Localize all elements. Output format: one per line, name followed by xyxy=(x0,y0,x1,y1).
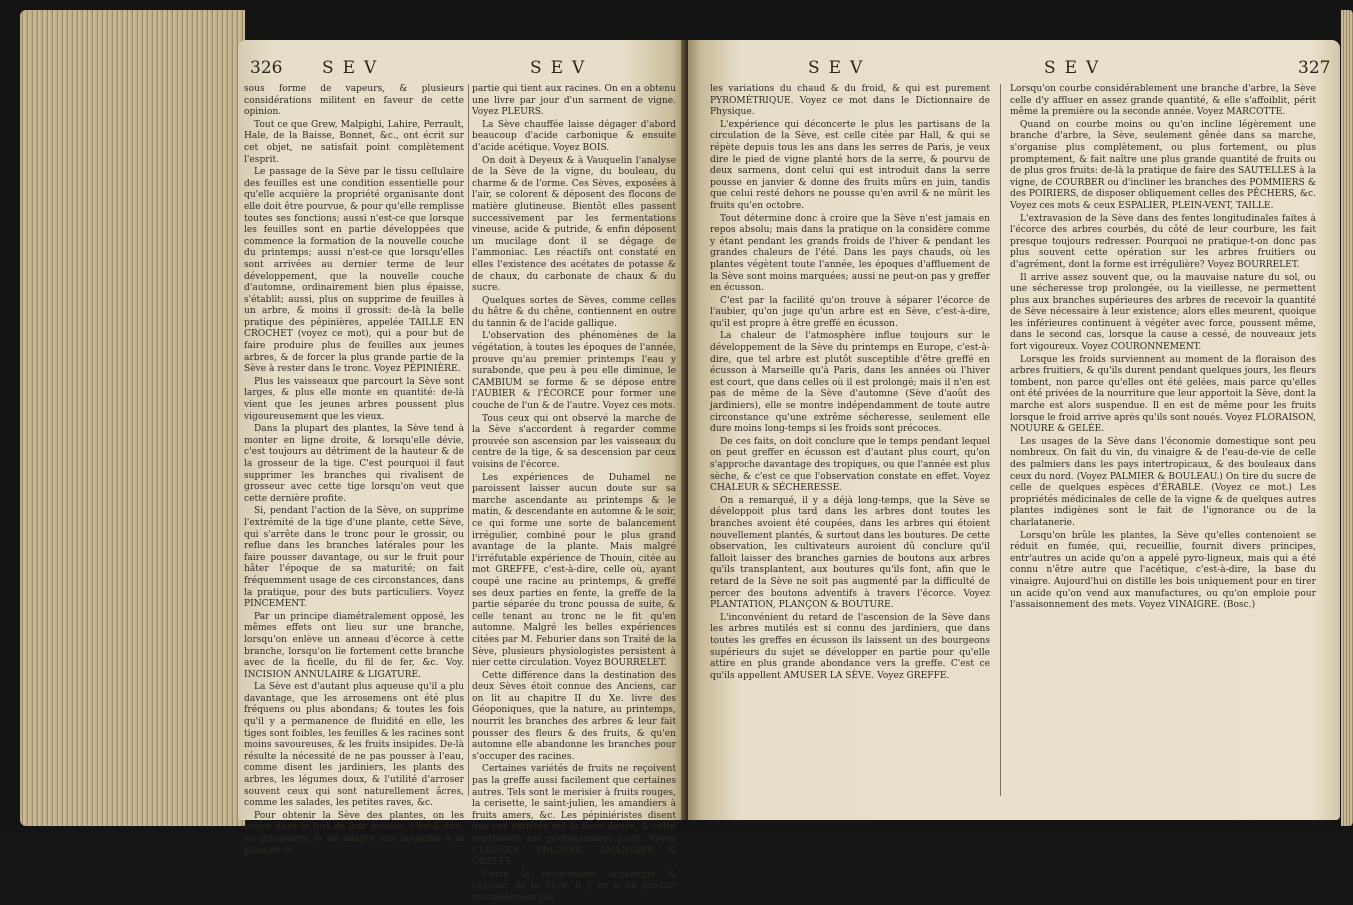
right-page-column-2 xyxy=(1010,84,1316,796)
left-page-column-2 xyxy=(472,84,676,903)
right-page-column-1 xyxy=(710,84,990,796)
column-rule xyxy=(1000,84,1001,796)
right-header-title-1: SEV xyxy=(808,58,872,78)
left-page xyxy=(238,40,686,903)
paragraph: Tout ce que Grew, Malpighi, Lahire, Perrault, Hale, de la Baisse, Bonnet, &c., ont écrit sur cet objet, ne satisfait point complètement l'esprit. xyxy=(244,119,464,165)
paragraph: Les expériences de Duhamel ne paroissent laisser aucun doute sur sa marche ascendante au printemps & le matin, & descendante en automne & le soir, ce qui forme une sorte de balancement irrégulier, combiné pour le plus grand avantage de la plante. Mais malgré l'irréfutable expérience de Thouin, citée au mot GREFFE, c'est-à-dire, celle où, ayant coupé une racine au printemps, & greffé ses deux parties en fente, la greffe de la partie séparée du tronc poussa de suite, & celle tenant au tronc ne le fit qu'en automne. Malgré les belles expériences citées par M. Feburier dans son Traité de la Sève, plusieurs physiologistes persistent à nier cette circulation. Voyez BOURRELET. xyxy=(472,472,676,669)
paragraph: L'inconvénient du retard de l'ascension de la Sève dans les arbres mutilés est si connu des jardiniers, que dans toutes les greffes en écusson ils laissent un des bourgeons supérieurs du sujet se développer en partie pour qu'elle attire en plus grande abondance vers la greffe. C'est ce qu'ils appellent AMUSER LA SÈVE. Voyez GREFFE. xyxy=(710,612,990,681)
paragraph: Certaines variétés de fruits ne reçoivent pas la greffe aussi facilement que certaines autres. Tels sont le merisier à fruits rouges, la cerisette, le saint-julien, les amandiers à fruits amers, &c. Les pépiniéristes disent que ces variétés ont la Sève douce, & cette expression est probablement juste. Voyez CERISIER, PRUNIER, AMANDIER & GREFFE. xyxy=(472,764,676,868)
paragraph: Plus les vaisseaux que parcourt la Sève sont larges, & plus elle monte en quantité: de-là vient que les jeunes arbres poussent plus vigoureusement que les vieux. xyxy=(244,376,464,422)
paragraph: L'observation des phénomènes de la végétation, à toutes les époques de l'année, prouve qu'au premier printemps l'eau y surabonde, que peu à peu elle diminue, le CAMBIUM se forme & se dépose entre l'AUBIER & l'ÉCORCE pour former une couche de l'un & de l'autre. Voyez ces mots. xyxy=(472,331,676,412)
paragraph: les variations du chaud & du froid, & qui est purement PYROMÉTRIQUE. Voyez ce mot dans le Dictionnaire de Physique. xyxy=(710,84,990,118)
paragraph: La chaleur de l'atmosphère influe toujours sur le développement de la Sève du printemps en Europe, c'est-à-dire, que tel arbre est plutôt susceptible d'être greffé en écusson à Marseille qu'à Paris, dans les années où l'hiver est court, que dans celles où il est prolongé; mais il n'en est pas de même de la Sève d'automne (Sève d'août des jardiniers), elle se montre indépendamment de toute autre circonstance qu'une extrême sécheresse, seulement elle dure moins long-temps si les froids sont précoces. xyxy=(710,331,990,435)
column-rule xyxy=(468,84,469,796)
paragraph: Le passage de la Sève par le tissu cellulaire des feuilles est une condition essentielle pour qu'elle acquière la propriété organisante dont elle doit être pourvue, & pour qu'elle remplisse toutes ses fonctions; aussi n'est-ce que lorsque les feuilles sont en partie développées que commence la formation de la nouvelle couche du printemps; aussi n'est-ce que lorsqu'elles sont arrivées au dernier terme de leur développement, que la nouvelle couche d'automne, ordinairement bien plus épaisse, s'établit; aussi, plus on supprime de feuilles à un arbre, & moins il grossit: de-là la belle pratique des pépinières, appelée TAILLE EN CROCHET (voyez ce mot), qui a pour but de faire produire plus de feuilles aux jeunes arbres, & de forcer la plus grande partie de la Sève à rester dans le tronc. Voyez PÉPINIÈRE. xyxy=(244,167,464,375)
paragraph: On a remarqué, il y a déjà long-temps, que la Sève se développoit plus tard dans les arbres dont toutes les branches avoient été coupées, dans les arbres qui étoient nouvellement plantés, & surtout dans les boutures. De cette observation, les cultivateurs auroient dû conclure qu'il falloit laisser des branches garnies de boutons aux arbres qu'ils transplantent, aux boutures qu'ils font, afin que le retard de la Sève ne soit pas augmenté par la difficulté de percer des boutons adventifs à travers l'écorce. Voyez PLANTATION, PLANÇON & BOUTURE. xyxy=(710,495,990,611)
paragraph: partie qui tient aux racines. On en a obtenu une livre par jour d'un sarment de vigne. Voyez PLEURS. xyxy=(472,84,676,118)
paragraph: Lorsqu'on brûle les plantes, la Sève qu'elles contenoient se réduit en fumée, qui, recueillie, fournit divers principes, entr'autres un acide qu'on a appelé pyro-ligneux, mais qui a été connu n'être autre que l'acétique, c'est-à-dire, la base du vinaigre. Aujourd'hui on distille les bois uniquement pour en tirer un acide qu'on vend aux manufactures, ou qu'on emploie pour l'assaisonnement des mets. Voyez VINAIGRE. (Bosc.) xyxy=(1010,530,1316,611)
left-page-number: 326 xyxy=(250,58,283,78)
paragraph: sous forme de vapeurs, & plusieurs considérations militent en faveur de cette opinion. xyxy=(244,84,464,118)
page-edges-left xyxy=(20,10,245,826)
left-header-title-1: SEV xyxy=(322,58,386,78)
paragraph: La Sève chauffée laisse dégager d'abord beaucoup d'acide carbonique & ensuite d'acide acétique. Voyez BOIS. xyxy=(472,119,676,153)
paragraph: Outre le mouvement organique & régulier de la Sève, il y en a un produit journellement par xyxy=(472,869,676,903)
paragraph: Cette différence dans la destination des deux Sèves étoit connue des Anciens, car on lit au chapitre II du Xe. livre des Géoponiques, que la nature, au printemps, nourrit les branches des arbres & leur fait pousser des fleurs & des fruits, & qu'en automne elle abandonne les branches pour s'occuper des racines. xyxy=(472,670,676,762)
paragraph: On doit à Deyeux & à Vauquelin l'analyse de la Sève de la vigne, du bouleau, du charme & de l'orme. Ces Sèves, exposées à l'air, se colorent & déposent des flocons de matière glutineuse. Bientôt elles passent successivement par les fermentations vineuse, acide & putride, & enfin déposent un mucilage dont il se dégage de l'ammoniac. Les réactifs ont constaté en elles l'existence des acétates de potasse & de chaux, du carbonate de chaux & du sucre. xyxy=(472,155,676,294)
page-edges-right xyxy=(1341,10,1353,826)
paragraph: Les usages de la Sève dans l'économie domestique sont peu nombreux. On fait du vin, du vinaigre & de l'eau-de-vie de celle des palmiers dans les pays intertropicaux, & des bouleaux dans ceux du nord. (Voyez PALMIER & BOULEAU.) On tire du sucre de celle de quelques espèces d'ÉRABLE. (Voyez ce mot.) Les propriétés médicinales de celle de la vigne & de quelques autres plantes indigènes sont le fait de l'ignorance ou de la charlatanerie. xyxy=(1010,436,1316,528)
paragraph: Si, pendant l'action de la Sève, on supprime l'extrémité de la tige d'une plante, cette Sève, qui s'arrête dans le tronc pour le grossir, ou reflue dans les branches latérales pour les faire pousser davantage, ou sur le fruit pour hâter l'époque de sa maturité; on fait fréquemment usage de ces circonstances, dans la pratique, pour des buts particuliers. Voyez PINCEMENT. xyxy=(244,506,464,610)
paragraph: L'expérience qui déconcerte le plus les partisans de la circulation de la Sève, est celle citée par Hall, & qui se répète depuis tous les ans dans les serres de Paris, je veux dire le pied de vigne planté hors de la serre, & pourvu de deux sarmens, dont celui qui est introduit dans la serre pousse en janvier & donne des fruits mûrs en juin, tandis que celui resté dehors ne pousse qu'en avril & ne mûrit les fruits qu'en octobre. xyxy=(710,119,990,211)
paragraph: Lorsque les froids surviennent au moment de la floraison des arbres fruitiers, & qu'ils durent pendant quelques jours, les fleurs tombent, non parce qu'elles ont été gelées, mais parce qu'elles ont été privées de la nourriture que leur apportoit la Sève, dont la marche est alors suspendue. Il en est de même pour les fruits lorsque le froid arrive après qu'ils sont noués. Voyez FLORAISON, NOUURE & GELÉE. xyxy=(1010,354,1316,435)
left-page-column-1 xyxy=(244,84,464,856)
right-header-title-2: SEV xyxy=(1044,58,1108,78)
paragraph: Quelques sortes de Sèves, comme celles du hêtre & du chêne, contiennent en outre du tannin & de l'acide gallique. xyxy=(472,295,676,329)
paragraph: Par un principe diamétralement opposé, les mêmes effets ont lieu sur une branche, lorsqu'on enlève un anneau d'écorce à cette branche, lorsqu'on lie fortement cette branche avec de la ficelle, du fil de fer, &c. Voy. INCISION ANNULAIRE & LIGATURE. xyxy=(244,611,464,680)
paragraph: C'est par la facilité qu'on trouve à séparer l'écorce de l'aubier, qu'on juge qu'un arbre est en Sève, c'est-à-dire, qu'il est propre à être greffé en écusson. xyxy=(710,295,990,329)
paragraph: Dans la plupart des plantes, la Sève tend à monter en ligne droite, & lorsqu'elle dévie, c'est toujours au détriment de la hauteur & de la grosseur de la tige. C'est pourquoi il faut supprimer les branches qui rivalisent de grosseur avec cette tige lorsqu'on veut que cette dernière profite. xyxy=(244,424,464,504)
right-page-header xyxy=(688,58,1340,84)
left-page-header xyxy=(238,58,686,84)
paragraph: La Sève est d'autant plus aqueuse qu'il a plu davantage, que les arrosemens ont été plus fréquens ou plus abondans; & toutes les fois qu'il y a permanence de fluidité en elle, les tiges sont foibles, les feuilles & les racines sont moins savoureuses, & les fruits insipides. De-là résulte la nécessité de ne pas pousser à l'eau, comme disent les jardiniers, les plants des arbres, les légumes doux, & l'utilité d'arroser souvent ceux qui sont naturellement âcres, comme les salades, les petites raves, &c. xyxy=(244,682,464,809)
paragraph: Il arrive assez souvent que, ou la mauvaise nature du sol, ou une sécheresse trop prolongée, ou la vieillesse, ne permettent plus aux branches supérieures des arbres de recevoir la quantité de Sève nécessaire à leur existence; alors elles meurent, quoique les inférieures continuent à végéter avec force, poussent même, dans le second cas, lorsque la cause a cessé, de nouveaux jets fort vigoureux. Voyez COURONNEMENT. xyxy=(1010,272,1316,353)
paragraph: Quand on courbe moins ou qu'on incline légèrement une branche d'arbre, la Sève, seulement gênée dans sa marche, s'organise plus complètement, ou plus fortement, ou plus promptement, & fait naître une plus grande quantité de fruits ou de plus gros fruits: de-là la pratique de faire des SAUTELLES à la vigne, de COURBER ou d'incliner les branches des POMMIERS & des POIRIERS, de disposer obliquement celles des PÊCHERS, &c. Voyez ces mots & ceux ESPALIER, PLEIN-VENT, TAILLE. xyxy=(1010,119,1316,211)
paragraph: Tous ceux qui ont observé la marche de la Sève s'accordent à regarder comme prouvée son ascension par les vaisseaux du centre de la tige, & sa descension par ceux voisins de l'écorce. xyxy=(472,413,676,470)
left-header-title-2: SEV xyxy=(530,58,594,78)
paragraph: Tout détermine donc à croire que la Sève n'est jamais en repos absolu; mais dans la pratique on la considère comme y étant pendant les grands froids de l'hiver & pendant les grandes chaleurs de l'été. Dans les pays chauds, où les plantes végètent toute l'année, les époques d'affluement de la Sève sont moins marquées; aussi ne peut-on pas y greffer en écusson. xyxy=(710,213,990,294)
paragraph: Lorsqu'on courbe considérablement une branche d'arbre, la Sève celle d'y affluer en assez grande quantité, & elle s'affoiblit, périt même la première ou la seconde année. Voyez MARCOTTE. xyxy=(1010,84,1316,118)
paragraph: L'extravasion de la Sève dans des fentes longitudinales faites à l'écorce des arbres courbés, du côté de leur courbure, les fait presque toujours redresser. Pourquoi ne pratique-t-on donc pas plus souvent cette opération sur les arbres fruitiers ou d'agrément, dont la forme est irrégulière? Voyez BOURRELET. xyxy=(1010,213,1316,270)
paragraph: Pour obtenir la Sève des plantes, on les coupe dans le fort de leur pousse, c'est-à-dire, au printemps, & on adapte une bouteille à la plaie de la xyxy=(244,810,464,856)
right-page xyxy=(688,40,1340,820)
right-page-number: 327 xyxy=(1298,58,1331,78)
paragraph: De ces faits, on doit conclure que le temps pendant lequel on peut greffer en écusson est d'autant plus court, qu'on s'approche davantage des tropiques, ou que l'année est plus sèche, & c'est ce que l'observation constate en effet. Voyez CHALEUR & SÉCHERESSE. xyxy=(710,436,990,494)
